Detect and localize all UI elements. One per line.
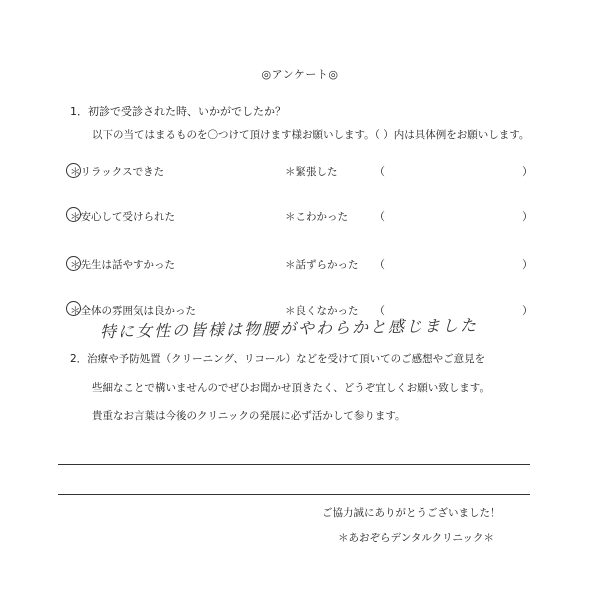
paren-open: （: [374, 304, 385, 317]
answer-line: [58, 464, 530, 465]
survey-title: ◎アンケート◎: [261, 68, 339, 81]
answer-positive: ＊安心して受けられた: [70, 211, 175, 223]
paren-close: ）: [522, 304, 533, 317]
answer-positive: ＊リラックスできた: [70, 166, 165, 178]
answer-positive-label: 先生は話やすかった: [80, 259, 175, 271]
paren-open: （: [374, 165, 385, 178]
question-2-line-3: 貴重なお言葉は今後のクリニックの発展に必ず活かして参ります。: [92, 410, 406, 422]
answer-negative: ＊緊張した: [285, 166, 338, 178]
question-1: 1．初診で受診された時、いかがでしたか？: [70, 105, 286, 118]
answer-negative-label: 話ずらかった: [295, 259, 359, 271]
handwritten-comment: 特に女性の皆様は物腰がやわらかと感じました: [99, 315, 479, 342]
question-2-line-2: 些細なことで構いませんのでぜひお聞かせ頂きたく、どうぞ宜しくお願い致します。: [92, 382, 490, 394]
answer-negative: ＊こわかった: [285, 211, 348, 223]
question-1-instruction: 以下の当てはまるものを〇つけて頂けます様お願いします。（ ）内は具体例をお願いします。: [92, 129, 530, 141]
thanks-message: ご協力誠にありがとうございました！: [322, 507, 501, 519]
clinic-name: ＊あおぞらデンタルクリニック＊: [338, 532, 495, 544]
answer-negative: ＊良くなかった: [285, 305, 359, 317]
paren-close: ）: [522, 258, 533, 271]
question-2: 2．治療や予防処置（クリーニング、リコール）などを受けて頂いてのご感想やご意見を: [70, 353, 486, 365]
answer-negative-label: こわかった: [295, 211, 348, 223]
paren-close: ）: [522, 165, 533, 178]
answer-positive: ＊先生は話やすかった: [70, 259, 175, 271]
answer-line: [58, 494, 530, 495]
answer-positive-label: リラックスできた: [80, 166, 165, 178]
answer-negative: ＊話ずらかった: [285, 259, 359, 271]
paren-open: （: [374, 258, 385, 271]
answer-negative-label: 緊張した: [295, 166, 338, 178]
answer-positive: ＊全体の雰囲気は良かった: [70, 305, 196, 317]
answer-positive-label: 全体の雰囲気は良かった: [80, 305, 196, 317]
answer-positive-label: 安心して受けられた: [80, 211, 175, 223]
paren-close: ）: [522, 210, 533, 223]
paren-open: （: [374, 210, 385, 223]
answer-negative-label: 良くなかった: [295, 305, 359, 317]
